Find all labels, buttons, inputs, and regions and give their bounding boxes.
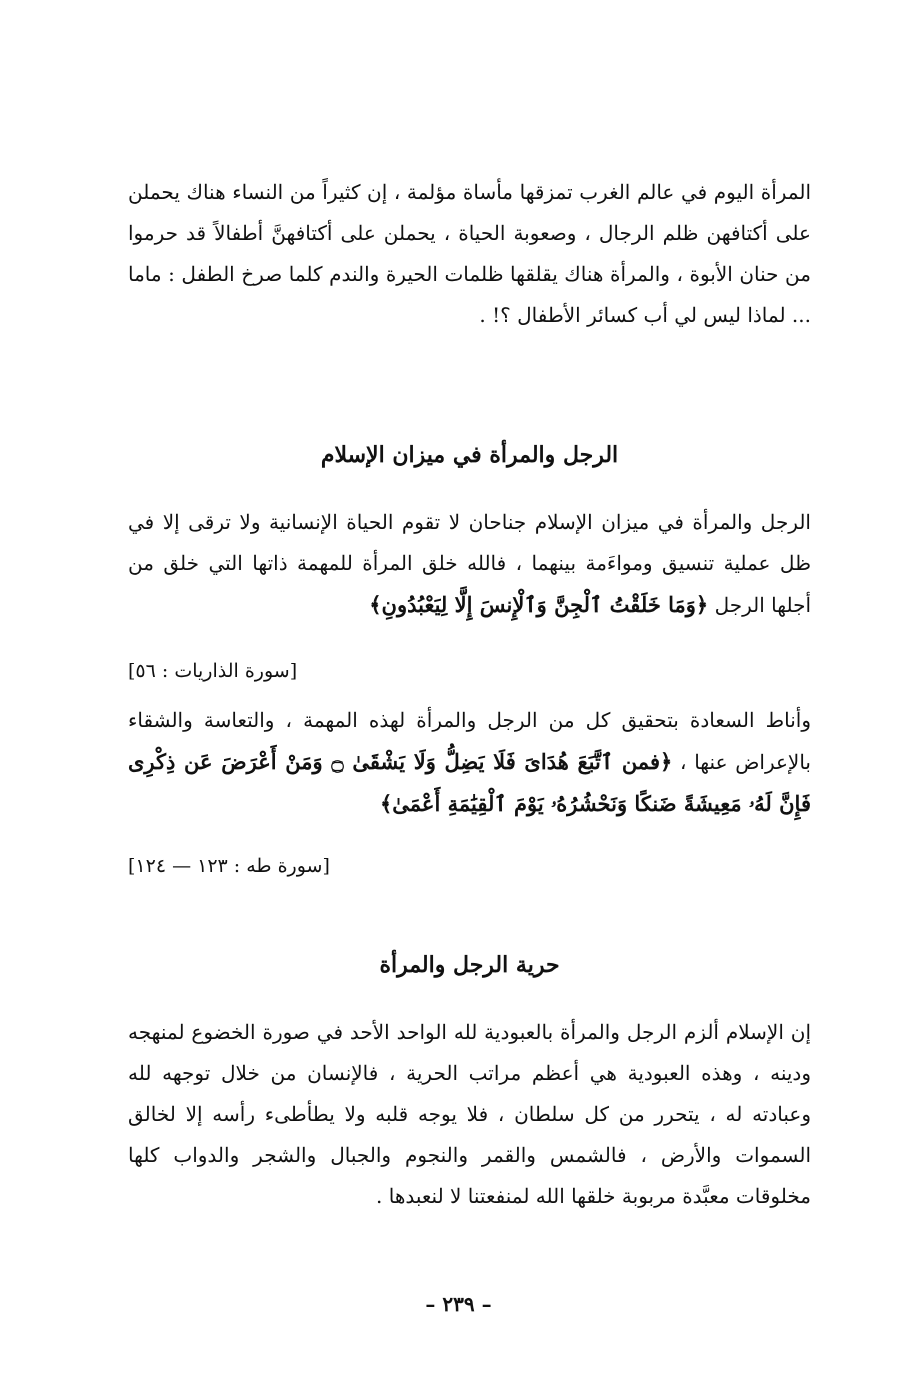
section2-paragraph: إن الإسلام ألزم الرجل والمرأة بالعبودية لله الواحد الأحد في صورة الخضوع لمنهجه ودينه ، وهذه العبودية هي أعظم مراتب الحرية ، فالإنسان من خلال توجهه لله وعبادته له ، يتحرر من كل سلطان ، فلا يوجه قلبه ولا يطأطىء رأسه إلا لخالق السموات والأرض ، فالشمس والقمر والنجوم والجبال والشجر والدواب كلها مخلوقات معبَّدة مربوبة خلقها الله لمنفعتنا لا لنعبدها . xyxy=(128,1020,811,1208)
reference-dhariyat: [سورة الذاريات : ٥٦] xyxy=(128,660,298,682)
section-heading-islam-balance: الرجل والمرأة في ميزان الإسلام xyxy=(320,442,619,468)
section1-paragraph2-text: وأناط السعادة بتحقيق كل من الرجل والمرأة لهذه المهمة ، والتعاسة والشقاء بالإعراض عنها ، xyxy=(128,708,811,774)
page-number: – ٢٣٩ – xyxy=(425,1292,492,1316)
quran-verse-dhariyat: ﴿وَمَا خَلَقْتُ ٱلْجِنَّ وَٱلْإِنسَ إِلَّا لِيَعْبُدُونِ﴾ xyxy=(369,592,709,617)
section1-paragraph1 xyxy=(128,502,811,626)
section1-paragraph1-text: الرجل والمرأة في ميزان الإسلام جناحان لا تقوم الحياة الإنسانية ولا ترقى إلا في ظل عملية تنسيق ومواءَمة بينهما ، فالله خلق المرأة للمهمة ذاتها التي خلق من أجلها الرجل xyxy=(128,510,811,617)
section1-paragraph2 xyxy=(128,700,811,825)
intro-paragraph: المرأة اليوم في عالم الغرب تمزقها مأساة مؤلمة ، إن كثيراً من النساء هناك يحملن على أكتافهن ظلم الرجال ، وصعوبة الحياة ، يحملن على أكتافهنَّ أطفالاً قد حرموا من حنان الأبوة ، والمرأة هناك يقلقها ظلمات الحيرة والندم كلما صرخ الطفل : ماما ... لماذا ليس لي أب كسائر الأطفال ؟! . xyxy=(128,180,812,327)
section-heading-freedom: حرية الرجل والمرأة xyxy=(379,952,560,978)
quran-verse-taha: ﴿فمن ٱتَّبَعَ هُدَاىَ فَلَا يَضِلُّ وَلَا يَشْقَىٰ ۝ وَمَنْ أَعْرَضَ عَن ذِكْرِى فَإِنَّ لَهُۥ مَعِيشَةً ضَنكًا وَنَحْشُرُهُۥ يَوْمَ ٱلْقِيَٰمَةِ أَعْمَىٰ﴾ xyxy=(128,749,811,816)
reference-taha: [سورة طه : ١٢٣ — ١٢٤] xyxy=(128,855,330,877)
